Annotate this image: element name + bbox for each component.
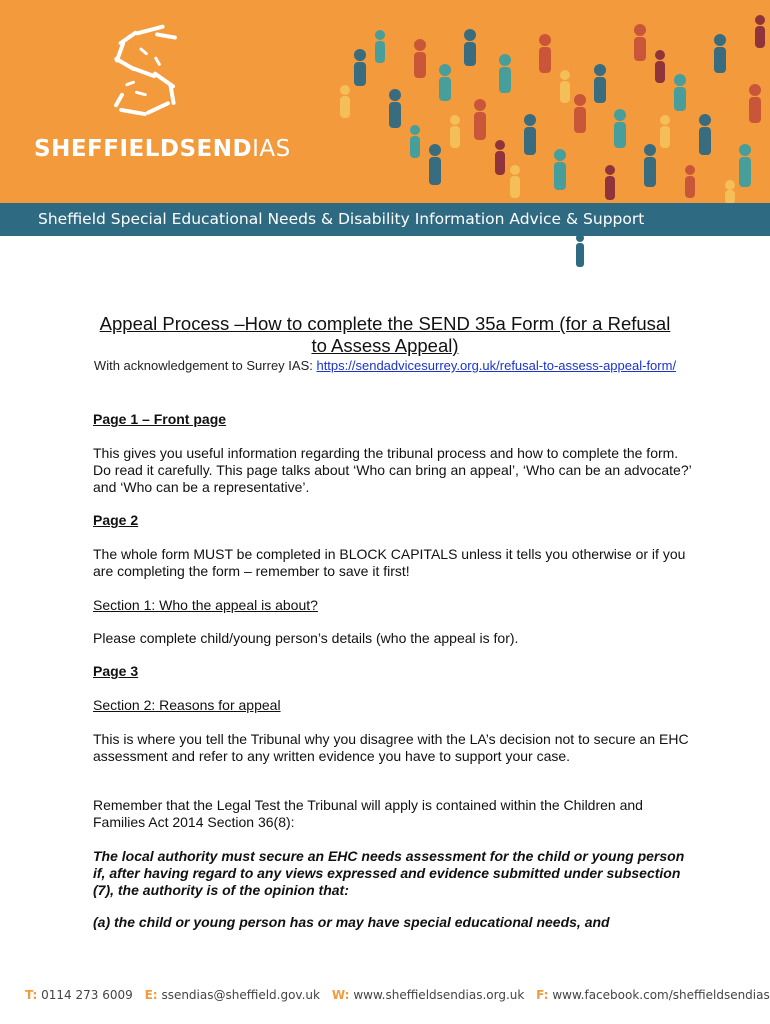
logo-text-bold: SHEFFIELDSEND xyxy=(34,136,253,162)
sendias-s-logo xyxy=(95,20,205,125)
document-title: Appeal Process –How to complete the SEND 35a Form (for a Refusal to Assess Appeal) xyxy=(99,313,671,356)
header-banner xyxy=(0,0,770,205)
section1-heading: Section 1: Who the appeal is about? xyxy=(93,597,318,613)
footer-phone: 0114 273 6009 xyxy=(41,988,133,1002)
acknowledgement xyxy=(93,358,677,374)
footer-email-label: E: xyxy=(144,988,158,1002)
footer-website[interactable]: www.sheffieldsendias.org.uk xyxy=(353,988,525,1002)
section1-text: Please complete child/young person’s details (who the appeal is for). xyxy=(93,630,519,646)
section2-text: This is where you tell the Tribunal why you disagree with the LA’s decision not to secure an EHC assessment and refer to any written evidence you have to support your case. xyxy=(93,731,689,764)
page2-heading: Page 2 xyxy=(93,512,139,528)
logo-text-light: IAS xyxy=(252,136,291,162)
footer-phone-label: T: xyxy=(25,988,38,1002)
footer-facebook[interactable]: www.facebook.com/sheffieldsendias xyxy=(552,988,770,1002)
organisation-banner xyxy=(0,203,770,236)
legal-quote: The local authority must secure an EHC needs assessment for the child or young person if, after having regard to any views expressed and evidence submitted under subsection (7), the authority is of the opinion that: xyxy=(93,848,685,898)
page1-heading: Page 1 – Front page xyxy=(93,411,227,427)
people-drip-decoration xyxy=(550,230,610,275)
banner-text: Sheffield Special Educational Needs & Disability Information Advice & Support xyxy=(38,210,645,228)
legal-test-text: Remember that the Legal Test the Tribunal will apply is contained within the Children and Families Act 2014 Section 36(8): xyxy=(93,797,643,830)
footer-facebook-label: F: xyxy=(536,988,549,1002)
ack-link[interactable]: https://sendadvicesurrey.org.uk/refusal-to-assess-appeal-form/ xyxy=(316,358,677,373)
sendias-logo-text xyxy=(34,136,291,162)
page2-text: The whole form MUST be completed in BLOCK CAPITALS unless it tells you otherwise or if you are completing the form – remember to save it first! xyxy=(93,546,686,579)
footer-web-label: W: xyxy=(331,988,350,1002)
section2-heading: Section 2: Reasons for appeal xyxy=(93,697,281,713)
contact-footer xyxy=(25,988,770,1002)
page3-heading: Page 3 xyxy=(93,663,139,679)
ack-prefix: With acknowledgement to Surrey IAS: xyxy=(93,358,317,373)
footer-email[interactable]: ssendias@sheffield.gov.uk xyxy=(161,988,320,1002)
legal-quote-a: (a) the child or young person has or may have special educational needs, and xyxy=(93,914,610,930)
page1-text: This gives you useful information regarding the tribunal process and how to complete the form. Do read it carefully. This page talks about ‘Who can bring an appeal’, ‘Who can be an advocate?’ and ‘Who can be a representative’. xyxy=(93,445,692,495)
